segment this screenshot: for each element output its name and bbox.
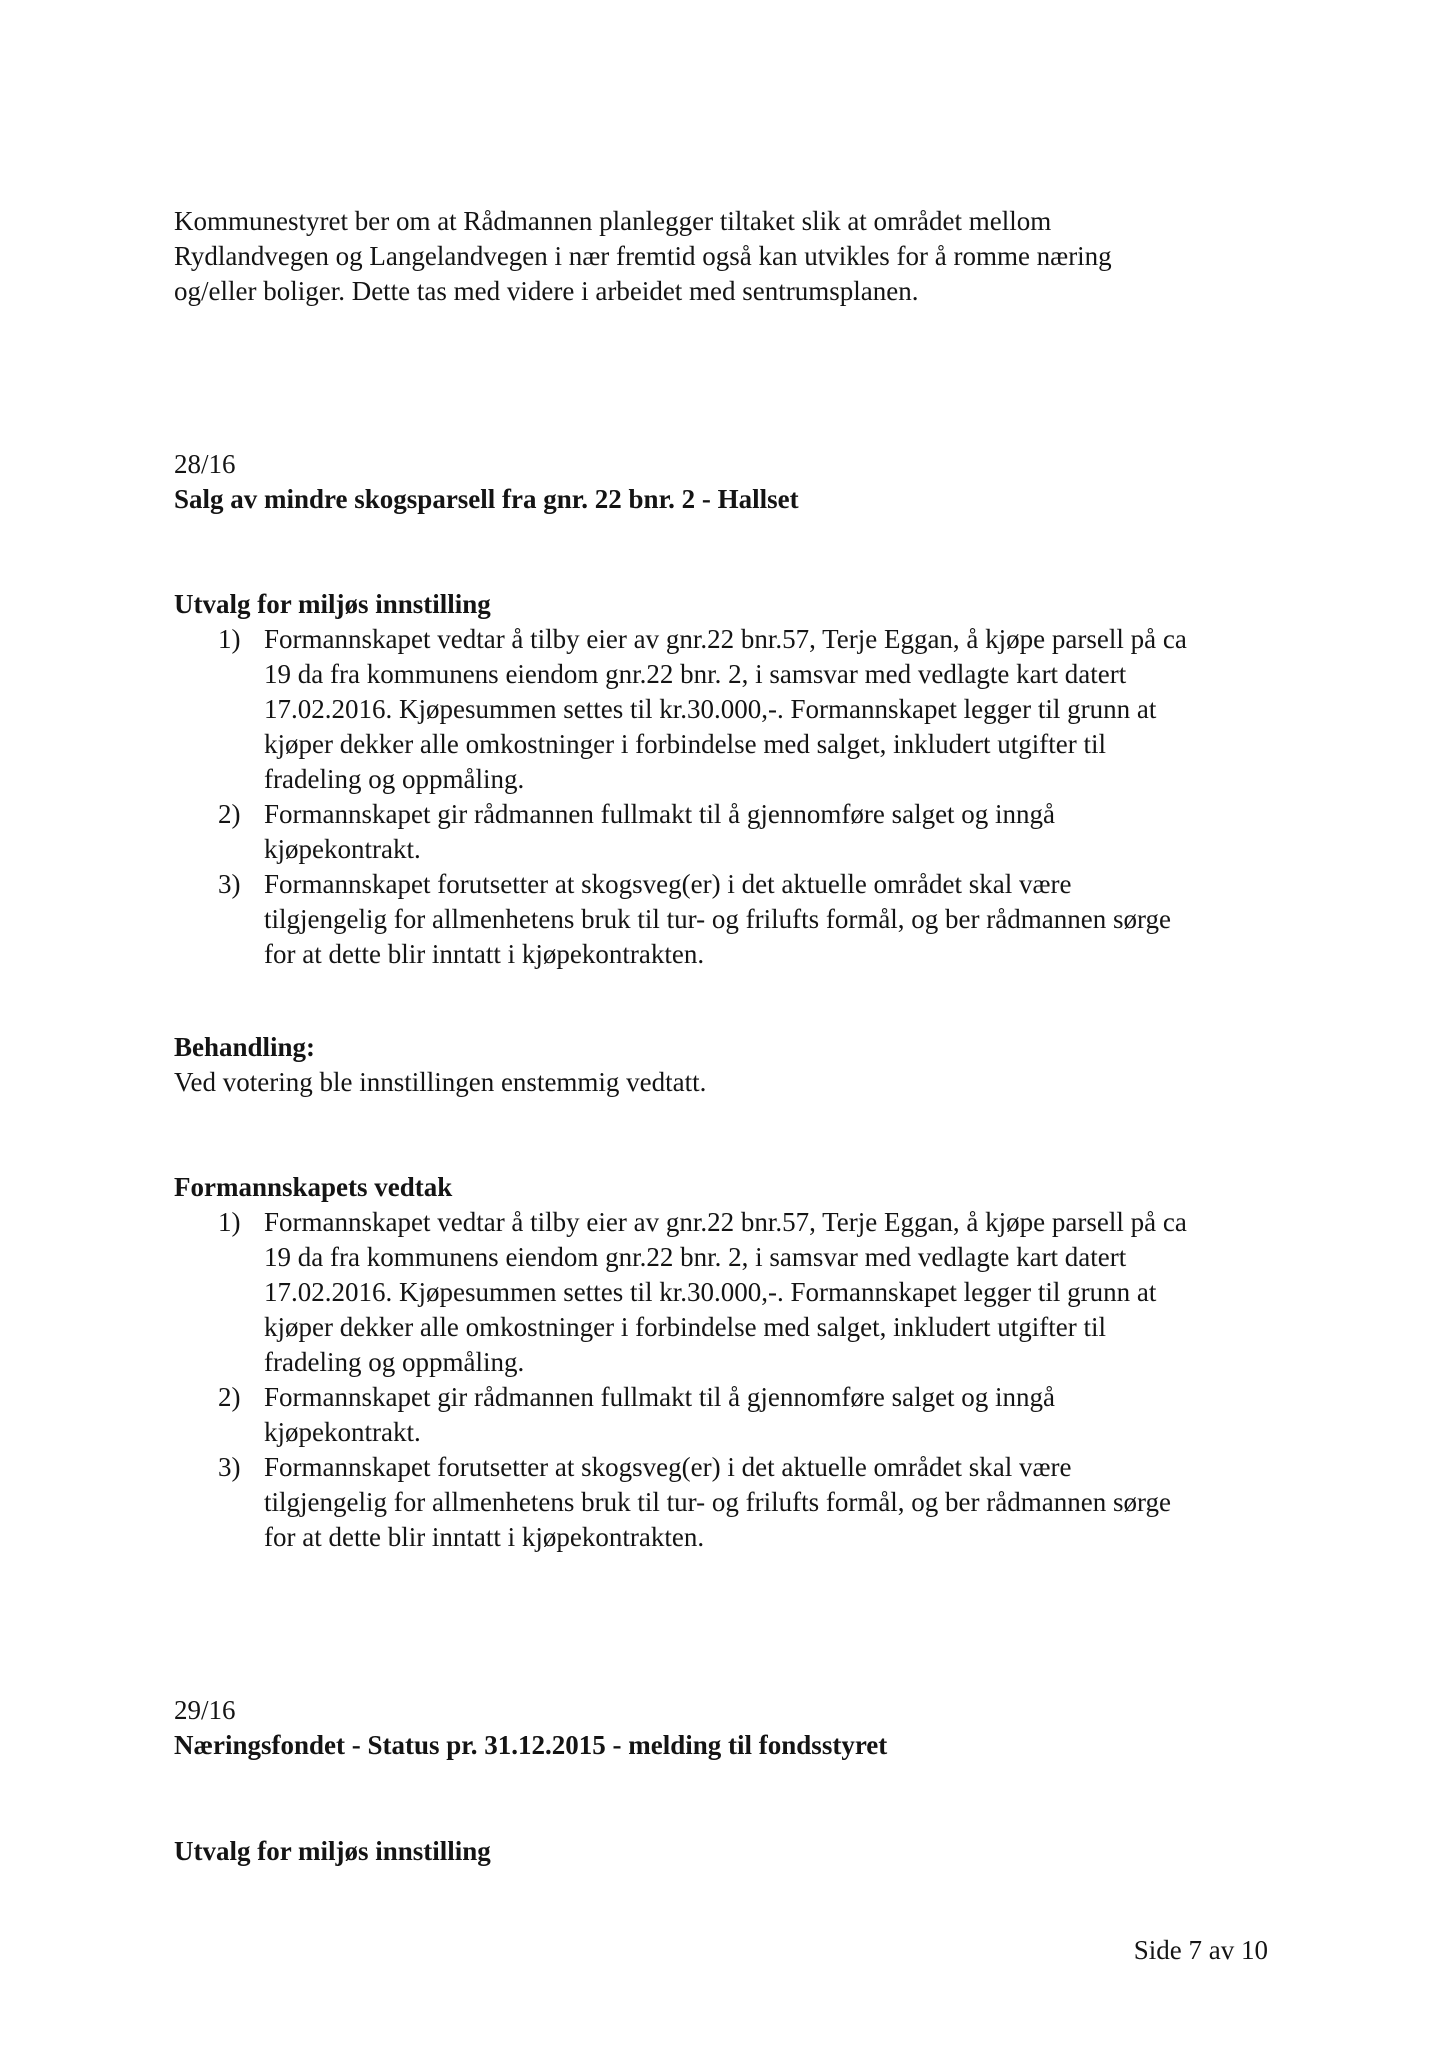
item-line: fradeling og oppmåling. xyxy=(264,764,525,794)
item-line: tilgjengelig for allmenhetens bruk til tur- og frilufts formål, og ber rådmannen sørge xyxy=(264,1487,1171,1517)
treatment-heading: Behandling: xyxy=(174,1032,316,1062)
item-number: 1) xyxy=(218,1207,241,1237)
item-line: Formannskapet forutsetter at skogsveg(er) i det aktuelle området skal være xyxy=(264,869,1072,899)
item-number: 2) xyxy=(218,1382,241,1412)
list-item xyxy=(174,1380,1284,1450)
item-line: fradeling og oppmåling. xyxy=(264,1347,525,1377)
case-title: Salg av mindre skogsparsell fra gnr. 22 bnr. 2 - Hallset xyxy=(174,484,799,514)
item-line: Formannskapet forutsetter at skogsveg(er) i det aktuelle området skal være xyxy=(264,1452,1072,1482)
intro-paragraph xyxy=(174,204,1112,309)
item-line: for at dette blir inntatt i kjøpekontrakten. xyxy=(264,1522,705,1552)
recommendation-heading: Utvalg for miljøs innstilling xyxy=(174,1836,491,1866)
item-number: 3) xyxy=(218,1452,241,1482)
item-line: 19 da fra kommunens eiendom gnr.22 bnr. 2, i samsvar med vedlagte kart datert xyxy=(264,1242,1127,1272)
list-item xyxy=(174,797,1284,867)
item-number: 1) xyxy=(218,624,241,654)
recommendation-list xyxy=(174,622,1284,972)
item-line: for at dette blir inntatt i kjøpekontrakten. xyxy=(264,939,705,969)
item-line: 19 da fra kommunens eiendom gnr.22 bnr. 2, i samsvar med vedlagte kart datert xyxy=(264,659,1127,689)
item-line: Formannskapet vedtar å tilby eier av gnr.22 bnr.57, Terje Eggan, å kjøpe parsell på ca xyxy=(264,624,1187,654)
item-line: 17.02.2016. Kjøpesummen settes til kr.30.000,-. Formannskapet legger til grunn at xyxy=(264,1277,1157,1307)
item-line: 17.02.2016. Kjøpesummen settes til kr.30.000,-. Formannskapet legger til grunn at xyxy=(264,694,1157,724)
case-title: Næringsfondet - Status pr. 31.12.2015 - melding til fondsstyret xyxy=(174,1730,888,1760)
list-item xyxy=(174,1205,1284,1380)
treatment-text: Ved votering ble innstillingen enstemmig vedtatt. xyxy=(174,1067,707,1097)
list-item xyxy=(174,867,1284,972)
intro-line: og/eller boliger. Dette tas med videre i arbeidet med sentrumsplanen. xyxy=(174,276,919,306)
decision-heading: Formannskapets vedtak xyxy=(174,1172,453,1202)
decision-list xyxy=(174,1205,1284,1555)
item-line: kjøpekontrakt. xyxy=(264,1417,421,1447)
list-item xyxy=(174,1450,1284,1555)
case-number: 28/16 xyxy=(174,449,236,479)
item-line: Formannskapet vedtar å tilby eier av gnr.22 bnr.57, Terje Eggan, å kjøpe parsell på ca xyxy=(264,1207,1187,1237)
page-number: Side 7 av 10 xyxy=(1133,1935,1268,1965)
item-number: 3) xyxy=(218,869,241,899)
item-line: Formannskapet gir rådmannen fullmakt til å gjennomføre salget og inngå xyxy=(264,1382,1056,1412)
item-line: kjøpekontrakt. xyxy=(264,834,421,864)
list-item xyxy=(174,622,1284,797)
intro-line: Rydlandvegen og Langelandvegen i nær fremtid også kan utvikles for å romme næring xyxy=(174,241,1112,271)
case-number: 29/16 xyxy=(174,1695,236,1725)
item-number: 2) xyxy=(218,799,241,829)
item-line: Formannskapet gir rådmannen fullmakt til å gjennomføre salget og inngå xyxy=(264,799,1056,829)
item-line: kjøper dekker alle omkostninger i forbindelse med salget, inkludert utgifter til xyxy=(264,729,1107,759)
item-line: kjøper dekker alle omkostninger i forbindelse med salget, inkludert utgifter til xyxy=(264,1312,1107,1342)
recommendation-heading: Utvalg for miljøs innstilling xyxy=(174,589,491,619)
item-line: tilgjengelig for allmenhetens bruk til tur- og frilufts formål, og ber rådmannen sørge xyxy=(264,904,1171,934)
intro-line: Kommunestyret ber om at Rådmannen planlegger tiltaket slik at området mellom xyxy=(174,206,1052,236)
